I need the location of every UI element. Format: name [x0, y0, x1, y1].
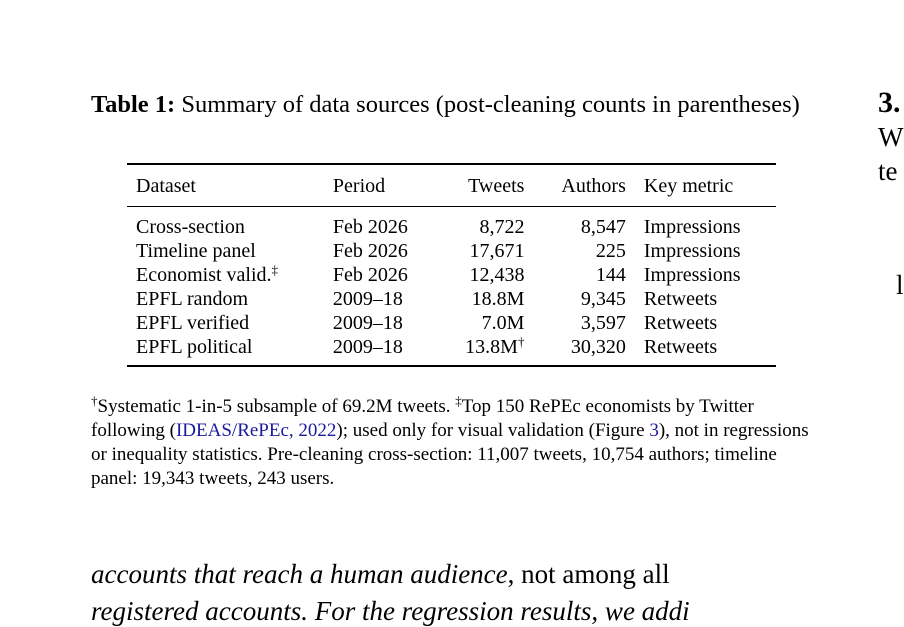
cell-period-value: 2009–18 [332, 312, 403, 334]
cell-dataset [127, 287, 324, 311]
cell-tweets [438, 207, 533, 240]
right-column [878, 86, 904, 300]
cell-key-metric-value: Retweets [643, 312, 718, 334]
cell-key-metric-value: Retweets [643, 336, 718, 358]
cell-authors [533, 239, 634, 263]
cell-authors-value: 225 [595, 240, 626, 262]
cell-authors [533, 335, 634, 366]
cell-tweets-value: 13.8M [465, 336, 518, 358]
cell-period [324, 207, 438, 240]
cell-dataset-value: Timeline panel [136, 240, 256, 262]
table-row [127, 239, 776, 263]
cell-dataset [127, 335, 324, 366]
cell-dataset-value: EPFL random [136, 288, 249, 310]
col-header-key-metric: Key metric [635, 164, 776, 207]
cell-tweets-value: 17,671 [469, 240, 525, 262]
cell-tweets [438, 311, 533, 335]
cell-dataset-value: Economist valid. [136, 264, 272, 286]
footnote-part-1: Systematic 1-in-5 subsample of 69.2M tweets. [97, 396, 456, 417]
cell-dataset-value: EPFL political [136, 336, 253, 358]
col-header-period: Period [324, 164, 438, 207]
body-text-rest: , not among all [507, 559, 670, 589]
cell-tweets-value: 18.8M [471, 288, 525, 310]
right-column-line-2: te [878, 156, 898, 186]
table-row [127, 335, 776, 366]
table-caption [91, 88, 821, 121]
col-header-tweets: Tweets [438, 164, 533, 207]
section-heading: 3. [878, 86, 901, 119]
cell-period [324, 335, 438, 366]
cell-dataset-value: Cross-section [136, 216, 245, 238]
cell-tweets-value: 7.0M [481, 312, 525, 334]
table-row [127, 311, 776, 335]
cell-period-value: Feb 2026 [332, 240, 408, 262]
cell-authors [533, 263, 634, 287]
cell-tweets [438, 239, 533, 263]
cell-dataset [127, 311, 324, 335]
cell-period [324, 263, 438, 287]
cell-tweets-value: 12,438 [469, 264, 525, 286]
summary-table-container [127, 163, 776, 367]
cell-authors-value: 9,345 [580, 288, 626, 310]
cell-key-metric [635, 335, 776, 366]
summary-table [127, 163, 776, 367]
table-row [127, 287, 776, 311]
footnote-dagger-mark: † [91, 393, 98, 408]
table-caption-text: Summary of data sources (post-cleaning counts in parentheses) [181, 91, 800, 118]
right-column-line-1: W [878, 122, 904, 152]
cell-dataset-footnote-mark: ‡ [271, 262, 279, 277]
cell-key-metric-value: Impressions [643, 264, 741, 286]
cell-key-metric-value: Impressions [643, 216, 741, 238]
cell-period-value: Feb 2026 [332, 264, 408, 286]
cell-period-value: 2009–18 [332, 336, 403, 358]
cell-key-metric [635, 311, 776, 335]
table-row [127, 207, 776, 240]
citation-link[interactable]: IDEAS/RePEc, 2022 [175, 420, 337, 441]
footnote-part-4: ), not in regressions or inequality statistics. Pre-cleaning cross-section: 11,007 tweets, 10,754 authors; timeline panel: 19,343 tweets, 243 users. [91, 420, 809, 489]
table-header-row [127, 164, 776, 207]
body-italic-phrase: accounts that reach a human audience [91, 559, 508, 589]
cell-key-metric [635, 263, 776, 287]
cell-key-metric-value: Impressions [643, 240, 741, 262]
body-paragraph [91, 556, 821, 593]
cell-period [324, 239, 438, 263]
cell-tweets [438, 263, 533, 287]
table-body [127, 207, 776, 367]
cell-dataset [127, 207, 324, 240]
cell-dataset-value: EPFL verified [136, 312, 250, 334]
cell-dataset [127, 239, 324, 263]
figure-reference-link[interactable]: 3 [649, 420, 659, 441]
cell-tweets [438, 335, 533, 366]
footnote-part-2: Top 150 RePEc economists by Twitter following ( [91, 396, 754, 441]
cell-authors-value: 8,547 [580, 216, 626, 238]
cell-tweets-footnote-mark: † [517, 334, 525, 349]
table-caption-label: Table 1: [91, 91, 176, 118]
footnote-double-dagger-mark: ‡ [455, 393, 462, 408]
body-next-line: registered accounts. For the regression results, we addi [91, 596, 690, 626]
footnote-part-3: ); used only for visual validation (Figure [336, 420, 650, 441]
cell-tweets-value: 8,722 [479, 216, 525, 238]
cell-key-metric [635, 287, 776, 311]
col-header-authors: Authors [533, 164, 634, 207]
cell-period [324, 311, 438, 335]
cell-authors-value: 30,320 [570, 336, 626, 358]
col-header-dataset: Dataset [127, 164, 324, 207]
cell-authors [533, 287, 634, 311]
cell-key-metric [635, 207, 776, 240]
table-footnote [91, 395, 811, 491]
cell-period-value: Feb 2026 [332, 216, 408, 238]
cell-dataset [127, 263, 324, 287]
table-row [127, 263, 776, 287]
cell-authors-value: 144 [595, 264, 626, 286]
cell-authors [533, 311, 634, 335]
cell-key-metric [635, 239, 776, 263]
cell-authors-value: 3,597 [580, 312, 626, 334]
cell-tweets [438, 287, 533, 311]
cell-key-metric-value: Retweets [643, 288, 718, 310]
cell-period-value: 2009–18 [332, 288, 403, 310]
right-column-line-3: l [896, 270, 904, 300]
cell-period [324, 287, 438, 311]
cell-authors [533, 207, 634, 240]
